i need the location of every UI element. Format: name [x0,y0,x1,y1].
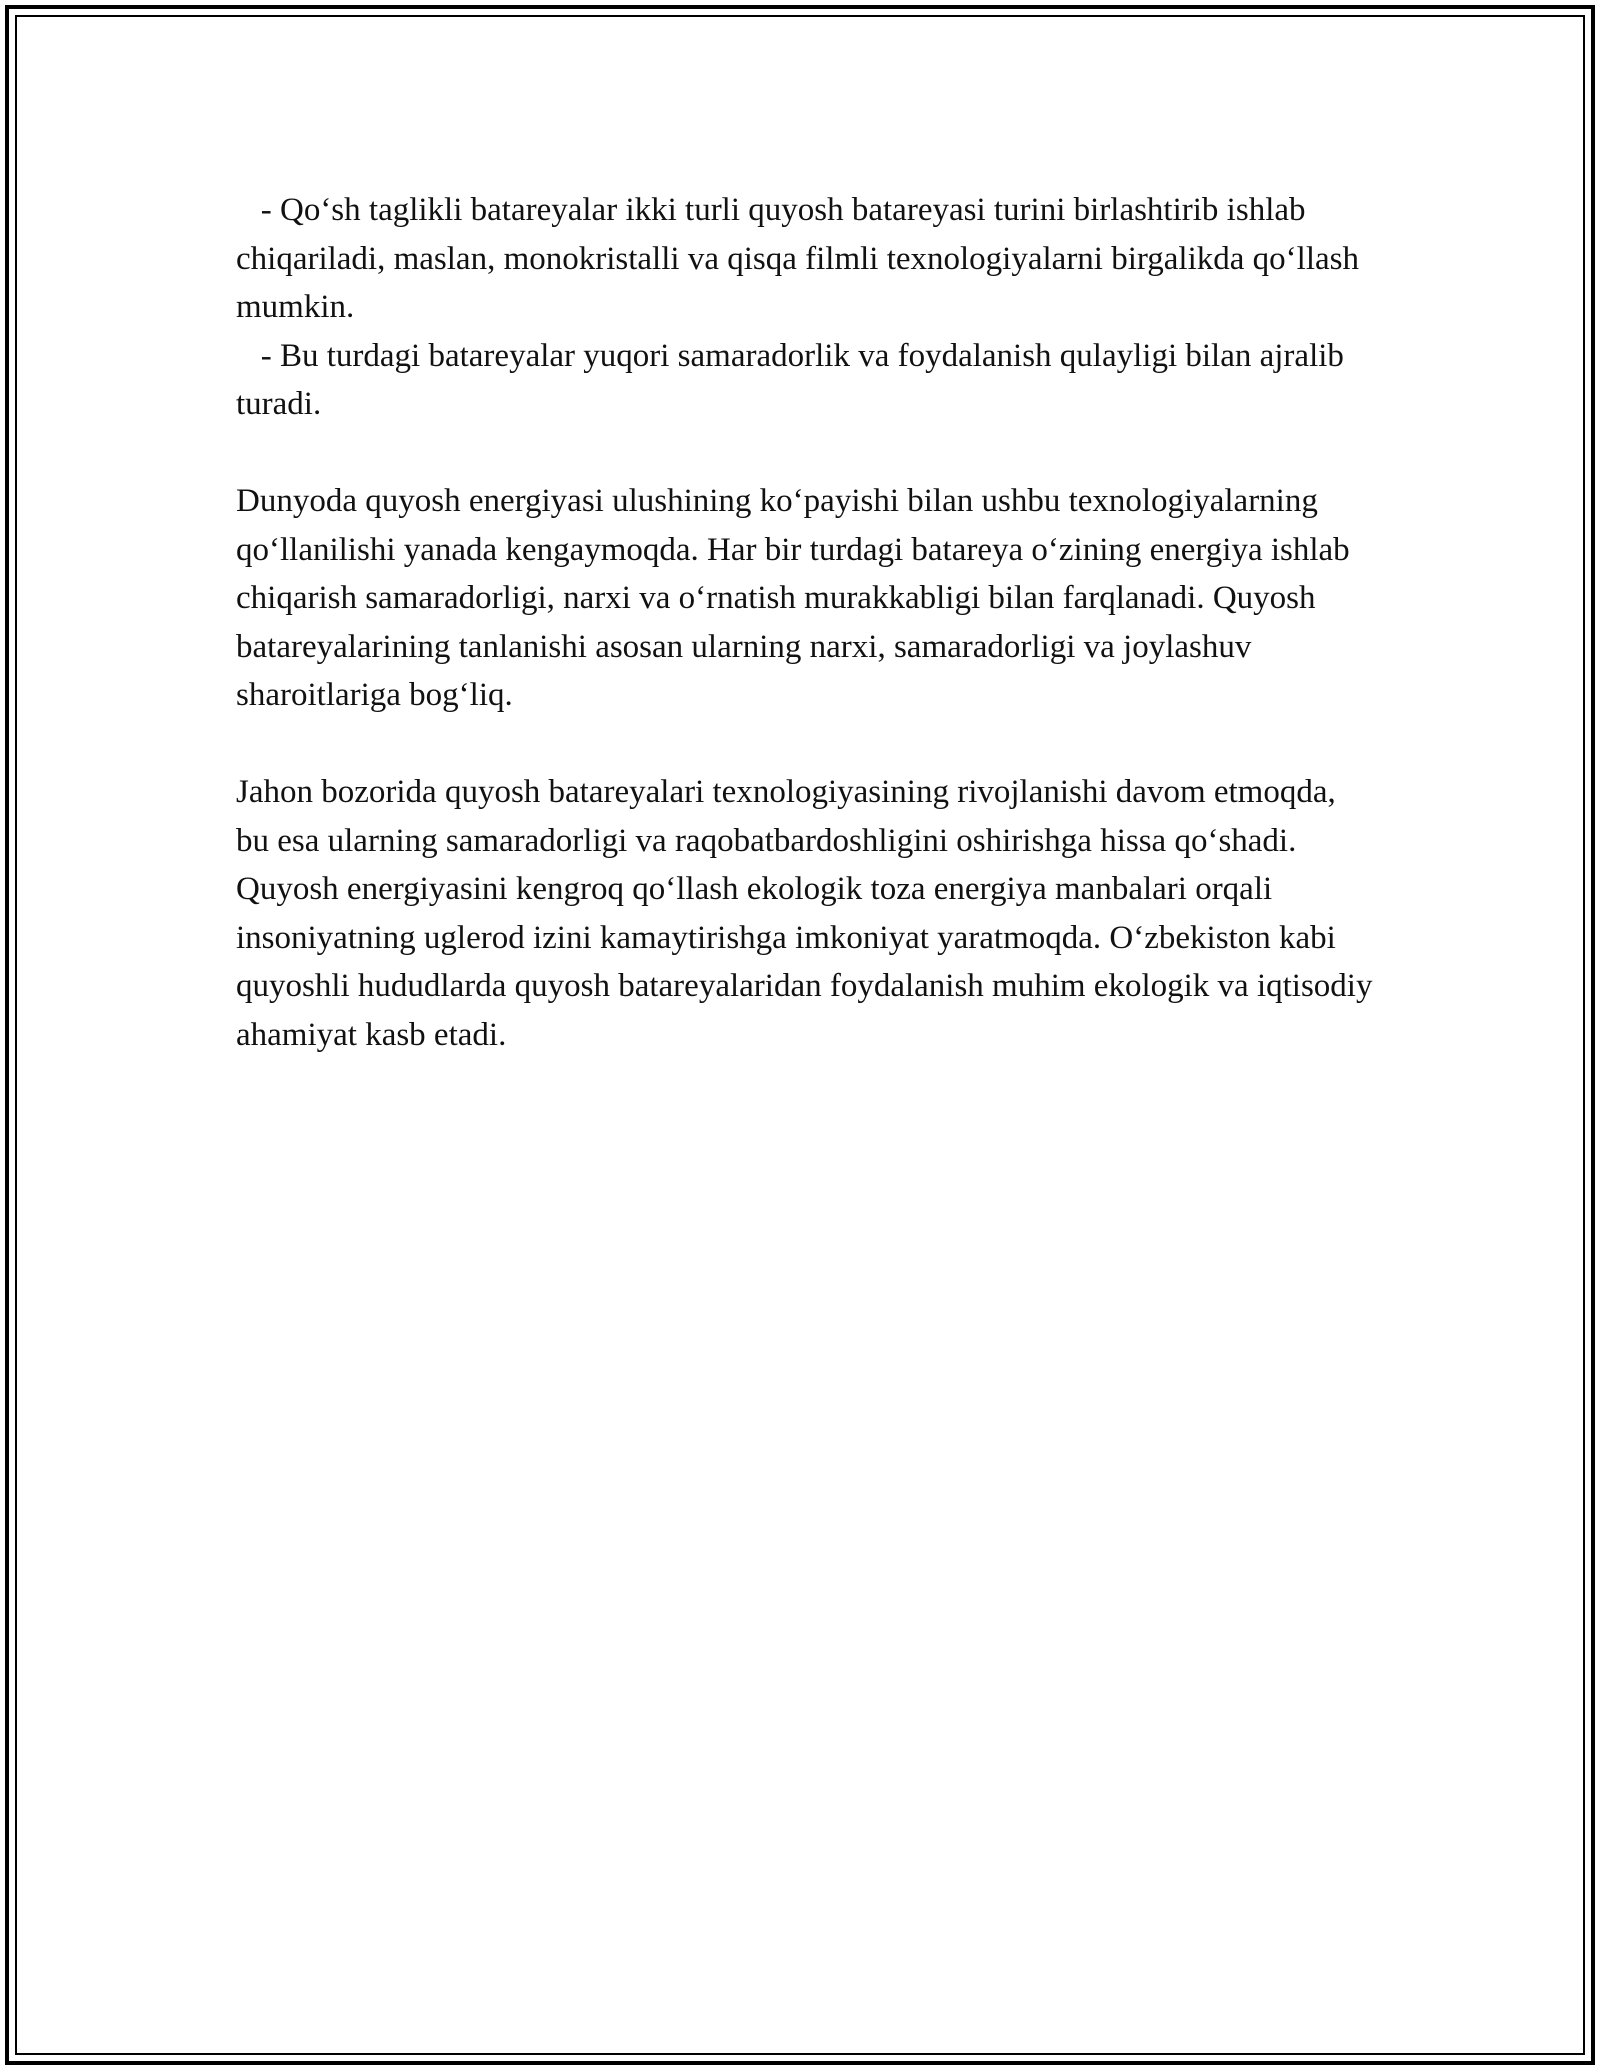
document-body [236,186,1381,1059]
bullet-item-efficiency: - Bu turdagi batareyalar yuqori samaradorlik va foydalanish qulayligi bilan ajralib turadi. [236,337,1353,422]
bullet-item-dual-layer: - Qo‘sh taglikli batareyalar ikki turli quyosh batareyasi turini birlashtirib ishlab chiqariladi, maslan, monokristalli va qisqa filmli texnologiyalarni birgalikda qo‘llash mumkin. [236,192,1368,325]
paragraph-global-market: Jahon bozorida quyosh batareyalari texnologiyasining rivojlanishi davom etmoqda, bu esa ularning samaradorligi va raqobatbardoshligini oshirishga hissa qo‘shadi. Quyosh energiyasini kengroq qo‘llash ekologik toza energiya manbalari orqali insoniyatning uglerod izini kamaytirishga imkoniyat yaratmoqda. O‘zbekiston kabi quyoshli hududlarda quyosh batareyalaridan foydalanish muhim ekologik va iqtisodiy ahamiyat kasb etadi. [236,774,1381,1053]
paragraph-spacer [236,429,1376,478]
paragraph-world-solar: Dunyoda quyosh energiyasi ulushining ko‘payishi bilan ushbu texnologiyalarning qo‘llanilishi yanada kengaymoqda. Har bir turdagi batareya o‘zining energiya ishlab chiqarish samaradorligi, narxi va o‘rnatish murakkabligi bilan farqlanadi. Quyosh batareyalarining tanlanishi asosan ularning narxi, samaradorligi va joylashuv sharoitlariga bog‘liq. [236,483,1358,713]
paragraph-spacer [236,720,1376,769]
